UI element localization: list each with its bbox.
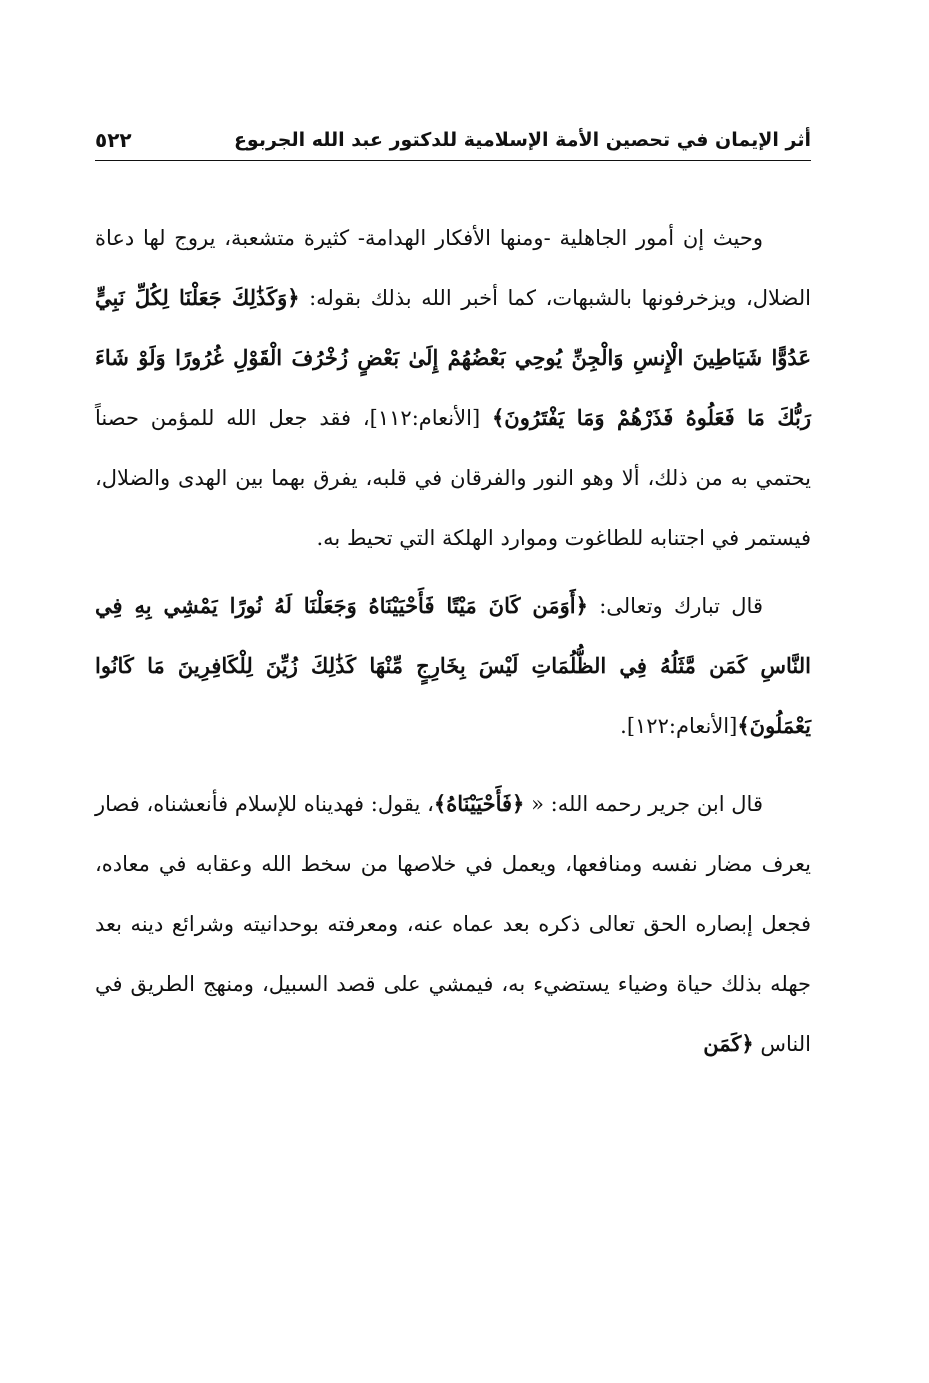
header-title: أثر الإيمان في تحصين الأمة الإسلامية للدكتور عبد الله الجربوع (233, 129, 811, 151)
paragraph-3 (95, 774, 811, 1074)
paragraph-text: [الأنعام:١١٢]، فقد جعل الله للمؤمن حصناً يحتمي به من ذلك، ألا وهو النور والفرقان في قلبه، يفرق بهما بين الهدى والضلال، فيستمر في اجتنابه للطاغوت وموارد الهلكة التي تحيط به. (95, 406, 811, 550)
paragraph-text: [الأنعام:١٢٢]. (620, 714, 738, 738)
page-number: ٥٢٢ (95, 128, 132, 152)
quran-verse: ﴿أَوَمَن كَانَ مَيْتًا فَأَحْيَيْنَاهُ وَجَعَلْنَا لَهُ نُورًا يَمْشِي بِهِ فِي النَّاسِ كَمَن مَّثَلُهُ فِي الظُّلُمَاتِ لَيْسَ بِخَارِجٍ مِّنْهَا كَذَٰلِكَ زُيِّنَ لِلْكَافِرِينَ مَا كَانُوا يَعْمَلُونَ﴾ (95, 593, 811, 738)
paragraph-text: وحيث إن أمور الجاهلية -ومنها الأفكار الهدامة- كثيرة متشعبة، يروج لها دعاة الضلال، ويزخرفونها بالشبهات، كما أخبر الله بذلك بقوله: (95, 226, 811, 310)
quran-verse: ﴿فَأَحْيَيْنَاهُ﴾ (433, 791, 525, 816)
paragraph-1 (95, 208, 811, 568)
paragraph-text: ، يقول: فهديناه للإسلام فأنعشناه، فصار يعرف مضار نفسه ومنافعها، ويعمل في خلاصها من سخط الله وعقابه في معاده، فجعل إبصاره الحق تعالى ذكره بعد عماه عنه، ومعرفته بوحدانيته وشرائع دينه بعد جهله بذلك حياة وضياء يستضيء به، فيمشي على قصد السبيل، ومنهج الطريق في الناس (95, 792, 811, 1056)
quran-verse-start: ﴿كَمَن (703, 1031, 754, 1056)
paragraph-text: قال تبارك وتعالى: (587, 594, 763, 618)
header-divider (95, 160, 811, 161)
running-header (95, 122, 811, 158)
paragraph-text: قال ابن جرير رحمه الله: « (524, 792, 763, 816)
paragraph-2 (95, 576, 811, 756)
quran-verse: ﴿وَكَذَٰلِكَ جَعَلْنَا لِكُلِّ نَبِيٍّ عَدُوًّا شَيَاطِينَ الْإِنسِ وَالْجِنِّ يُوحِي بَعْضُهُمْ إِلَىٰ بَعْضٍ زُخْرُفَ الْقَوْلِ غُرُورًا وَلَوْ شَاءَ رَبُّكَ مَا فَعَلُوهُ فَذَرْهُمْ وَمَا يَفْتَرُونَ﴾ (95, 285, 811, 430)
body-text (95, 208, 811, 1074)
